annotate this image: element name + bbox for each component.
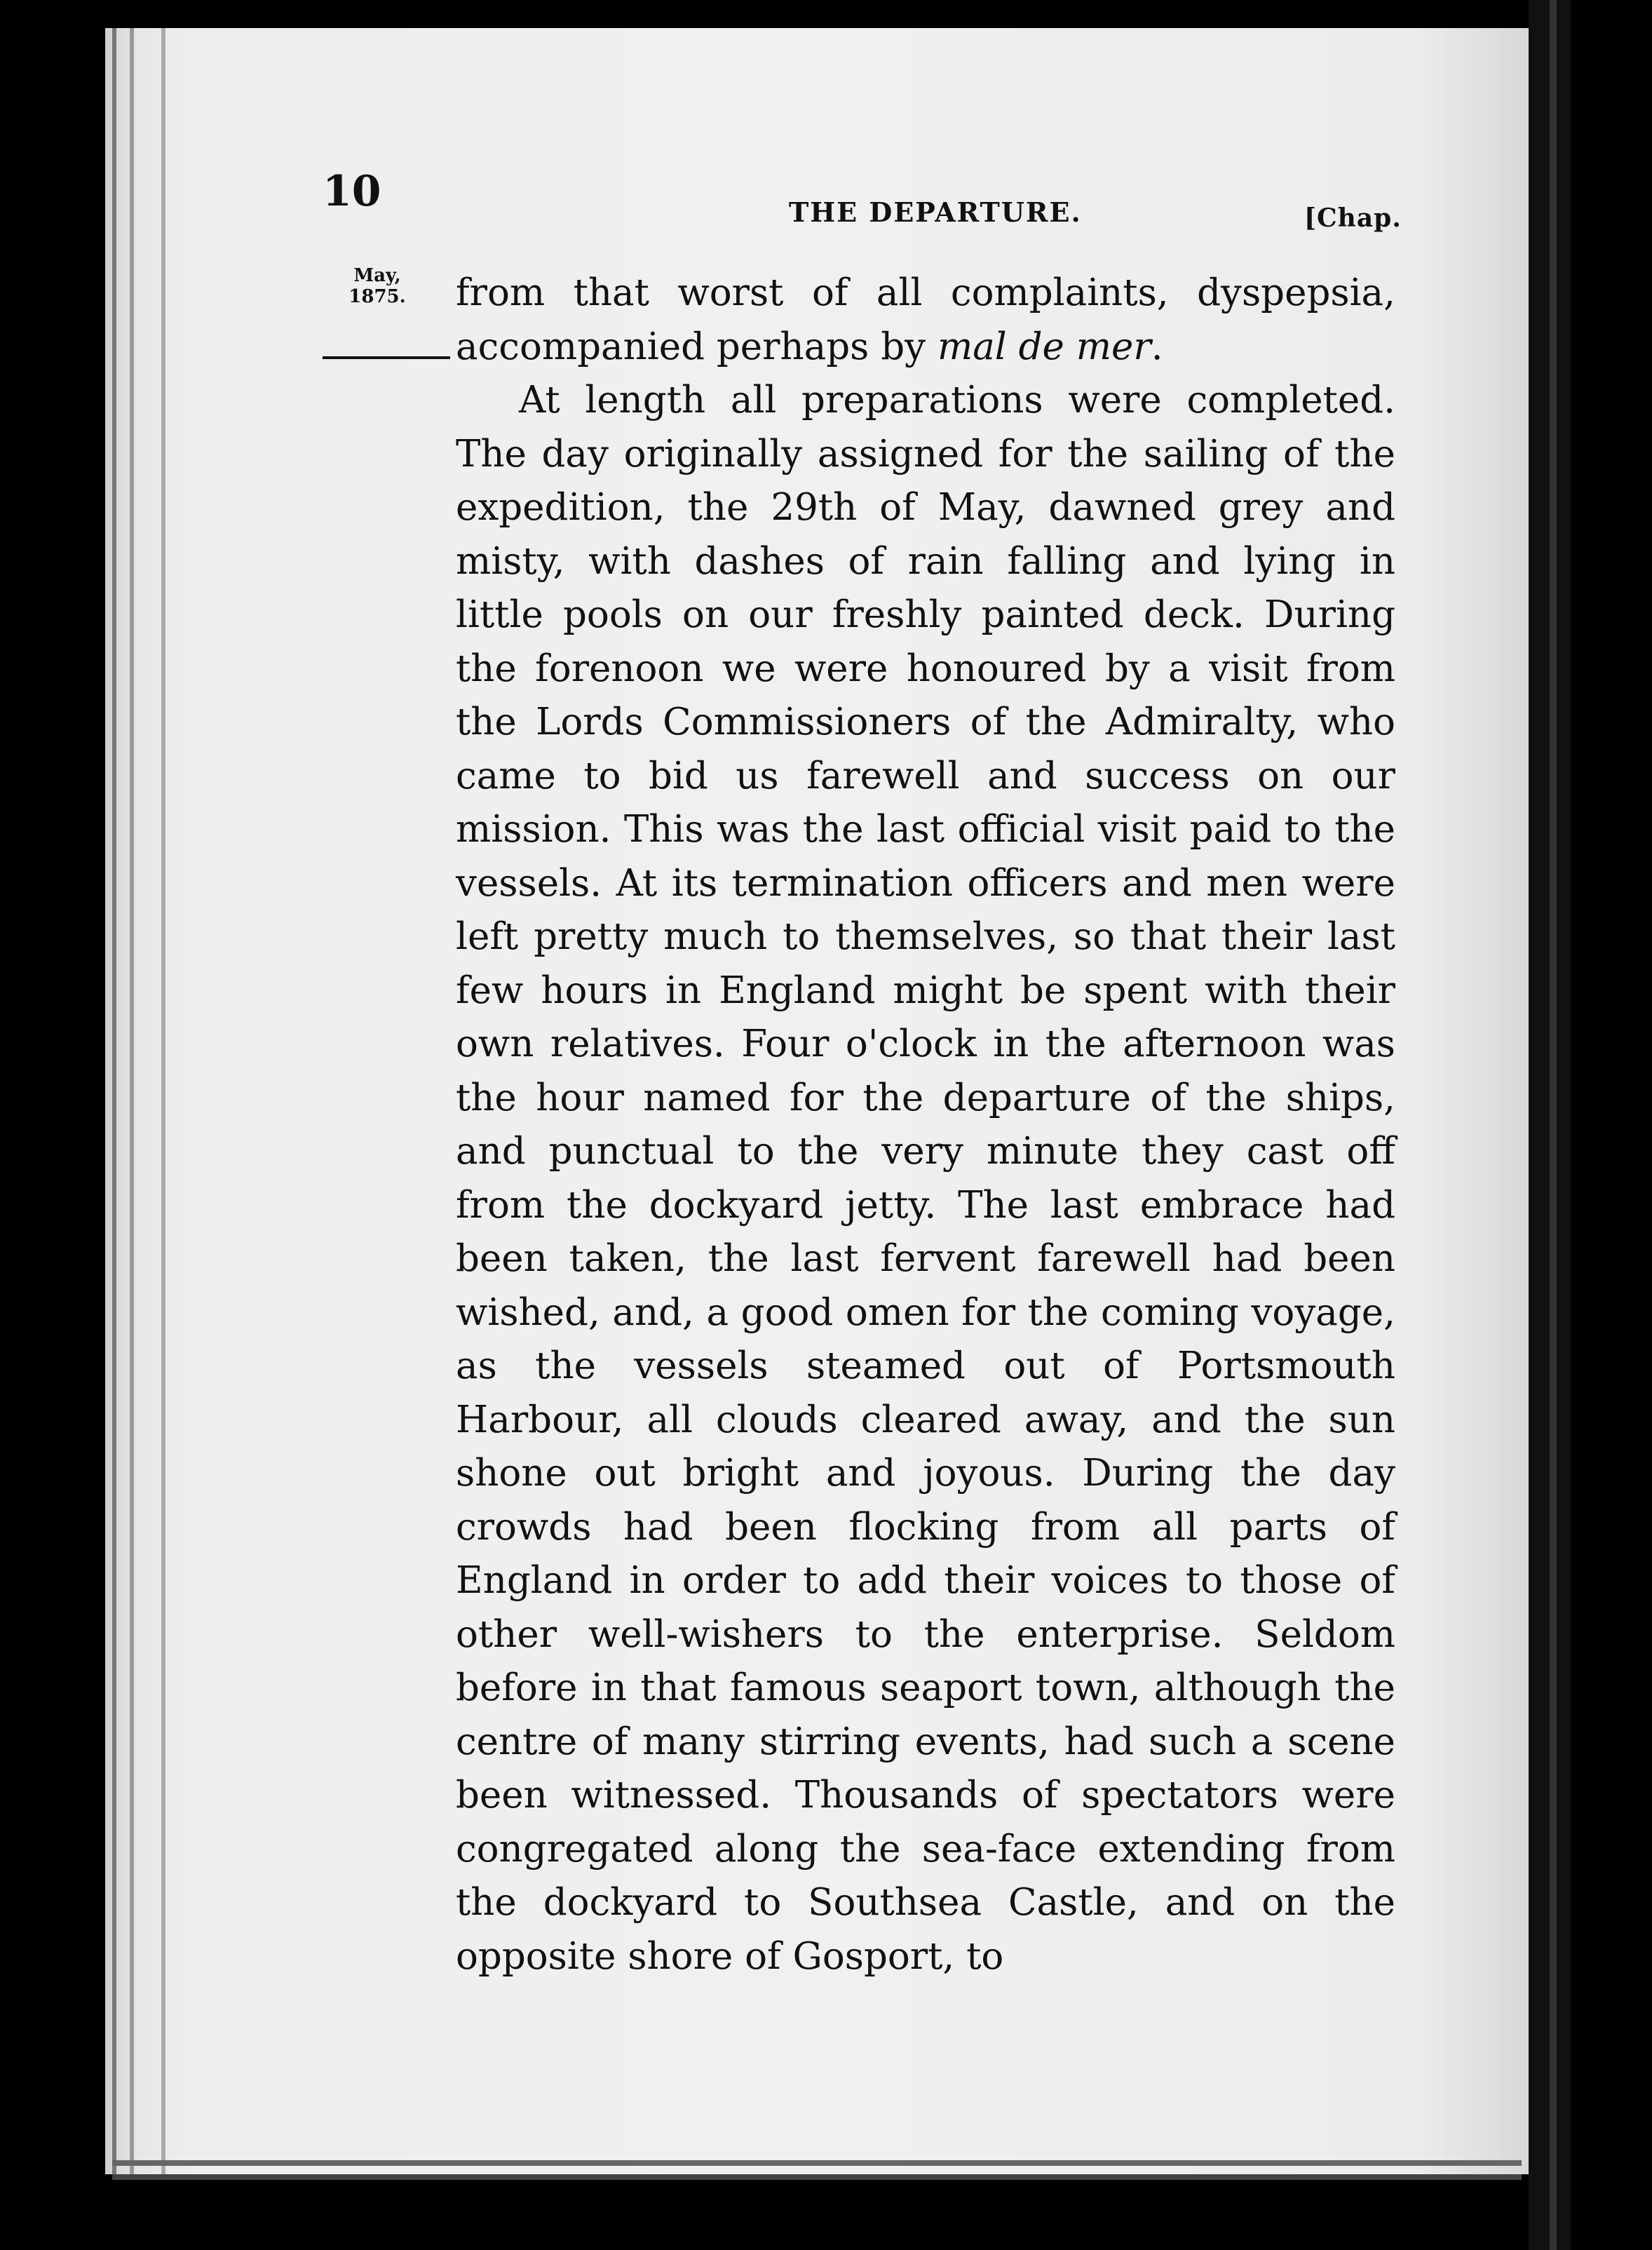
margin-note-year: 1875. — [348, 286, 406, 307]
italic-phrase: mal de mer — [937, 325, 1151, 368]
margin-note-month: May, — [353, 265, 401, 286]
page-bottom-edge — [112, 2160, 1522, 2166]
page-bottom-edge — [112, 2174, 1522, 2180]
margin-rule — [323, 356, 450, 359]
paragraph-continued — [456, 267, 1395, 374]
page-edge — [130, 28, 134, 2174]
paragraph-text: from that worst of all complaints, dyspepsia, accompanied perhaps by — [456, 271, 1395, 368]
page-edge — [161, 28, 165, 2174]
page-edge — [112, 28, 116, 2174]
margin-date-note — [321, 265, 433, 307]
running-head — [0, 0, 1652, 281]
binding-gutter — [1550, 0, 1557, 2250]
body-text — [456, 267, 1395, 1983]
chapter-mark: [Chap. — [1304, 203, 1402, 233]
running-title: THE DEPARTURE. — [789, 196, 1082, 228]
paragraph-end: . — [1151, 325, 1163, 368]
paragraph: At length all preparations were completed. The day originally assigned for the sailing of the expedition, the 29th of May, dawned grey and misty, with dashes of rain falling and lying in little pools on our freshly painted deck. During the forenoon we were honoured by a visit from the Lords Commissioners of the Admiralty, who came to bid us farewell and success on our mission. This was the last official visit paid to the vessels. At its termination officers and men were left pretty much to themselves, so that their last few hours in England might be spent with their own relatives. Four o'clock in the afternoon was the hour named for the departure of the ships, and punctual to the very minute they cast off from the dockyard jetty. The last embrace had been taken, the last fervent farewell had been wished, and, a good omen for the coming voyage, as the vessels steamed out of Portsmouth Harbour, all clouds cleared away, and the sun shone out bright and joyous. During the day crowds had been flocking from all parts of England in order to add their voices to those of other well-wishers to the enterprise. Seldom before in that famous seaport town, although the centre of many stirring events, had such a scene been witnessed. Thousands of spectators were congregated along the sea-face extending from the dockyard to Southsea Castle, and on the opposite shore of Gosport, to — [456, 379, 1395, 1978]
page-number: 10 — [323, 167, 381, 216]
